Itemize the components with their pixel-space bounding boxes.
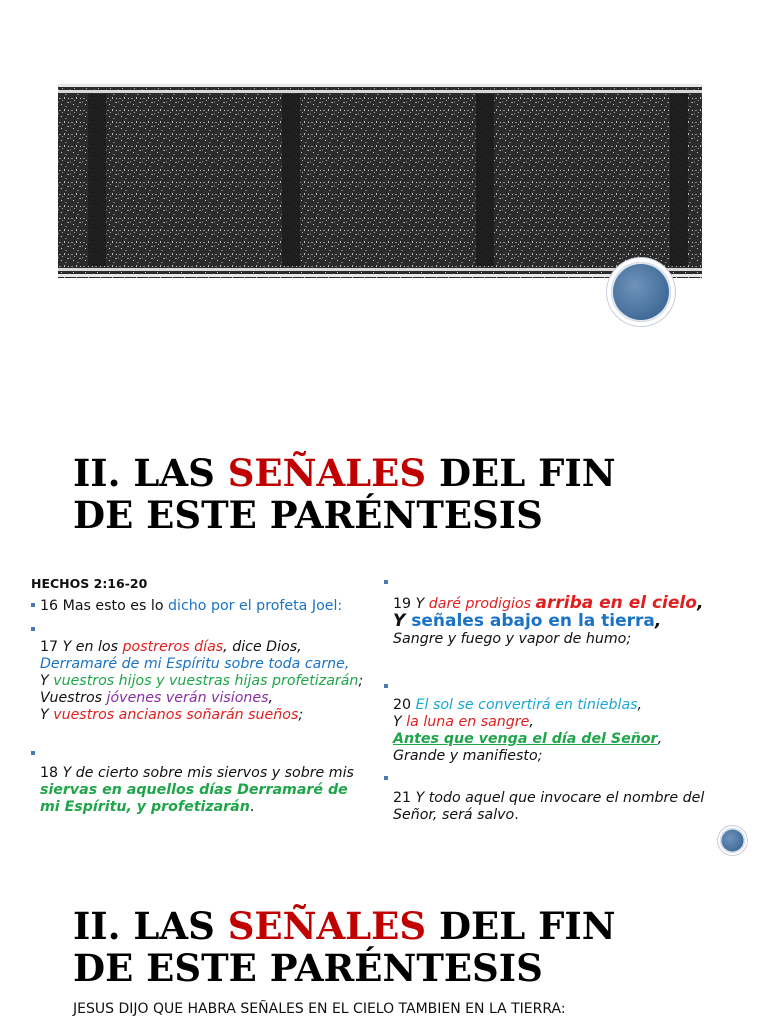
heading-highlight: SEÑALES	[227, 904, 427, 948]
verse-16: 16 Mas esto es lo dicho por el profeta Joel:	[40, 598, 343, 614]
heading-part: DEL FIN	[426, 451, 616, 495]
verse-17: 17 Y en los postreros días, dice Dios, Derramaré de mi Espíritu sobre toda carne, Y vuestros hijos y vuestras hijas profetizarán; Vuestros jóvenes verán visiones, Y vuestros ancianos soñarán sueños;	[40, 639, 364, 723]
body-text: JESUS DIJO QUE HABRA SEÑALES EN EL CIELO TAMBIEN EN LA TIERRA:	[73, 1001, 566, 1017]
scripture-reference: HECHOS 2:16-20	[31, 576, 148, 591]
verse-18: 18 Y de cierto sobre mis siervos y sobre mis siervas en aquellos días Derramaré de mi Espíritu, y profetizarán.	[40, 765, 354, 815]
heading-part: DEL FIN	[426, 904, 616, 948]
bullet-icon	[31, 603, 35, 607]
texture-banner	[58, 84, 702, 278]
bullet-icon	[31, 751, 35, 755]
bullet-icon	[384, 580, 388, 584]
heading-line2: DE ESTE PARÉNTESIS	[73, 946, 543, 990]
decorative-circle-icon	[718, 826, 747, 855]
section-heading	[73, 905, 713, 989]
heading-highlight: SEÑALES	[227, 451, 427, 495]
distressed-texture-banner-icon	[58, 84, 702, 278]
verse-21: 21 Y todo aquel que invocare el nombre del Señor, será salvo.	[393, 790, 705, 823]
bullet-icon	[384, 684, 388, 688]
heading-part: II. LAS	[73, 904, 228, 948]
bullet-icon	[31, 627, 35, 631]
section-heading	[73, 452, 713, 536]
heading-line2: DE ESTE PARÉNTESIS	[73, 493, 543, 537]
verse-19: 19 Y daré prodigios arriba en el cielo, Y señales abajo en la tierra, Sangre y fuego y vapor de humo;	[393, 593, 704, 647]
heading-part: II. LAS	[73, 451, 228, 495]
verse-20: 20 El sol se convertirá en tinieblas, Y la luna en sangre, Antes que venga el día del Señor, Grande y manifiesto;	[393, 697, 663, 764]
bullet-icon	[384, 776, 388, 780]
decorative-circle-icon	[607, 258, 675, 326]
